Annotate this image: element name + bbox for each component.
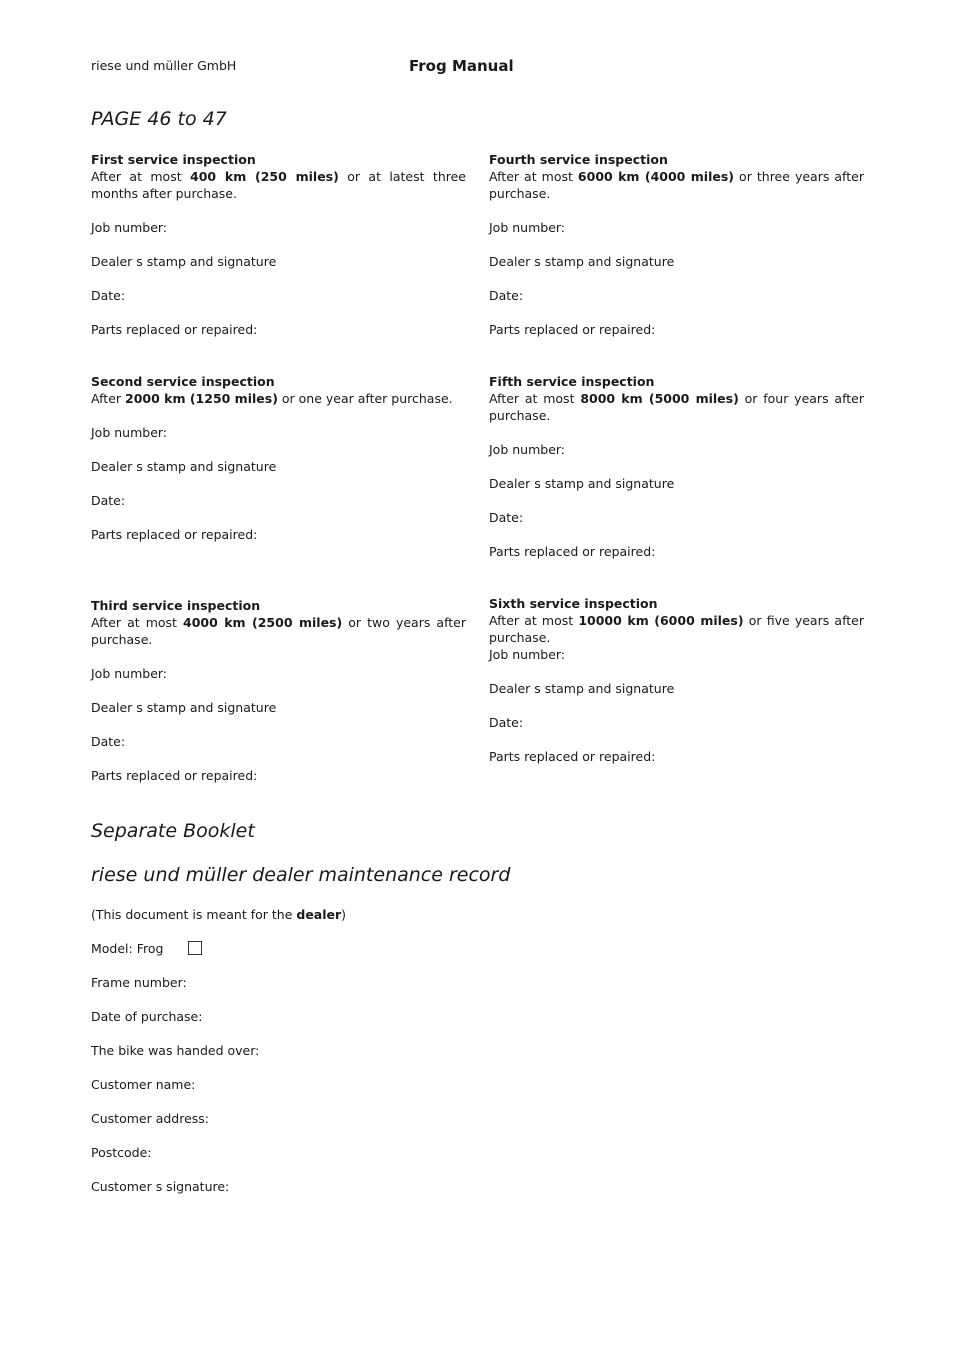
job-number-field: Job number: [91,425,168,440]
inspection-description: After at most 4000 km (2500 miles) or two years after purchase. [91,615,466,647]
date-field: Date: [489,715,524,730]
parts-field: Parts replaced or repaired: [489,544,656,559]
dealer-stamp-field: Dealer s stamp and signature [489,254,675,269]
model-row [91,940,346,974]
parts-field: Parts replaced or repaired: [91,768,258,783]
fifth-inspection-block [489,373,864,560]
parts-field: Parts replaced or repaired: [91,322,258,337]
inspection-title: First service inspection [91,152,256,167]
parts-field: Parts replaced or repaired: [489,322,656,337]
date-field: Date: [91,493,126,508]
page-reference: PAGE 46 to 47 [91,108,227,130]
job-number-field: Job number: [91,666,168,681]
inspection-description: After at most 8000 km (5000 miles) or four years after purchase. [489,391,864,423]
dealer-stamp-field: Dealer s stamp and signature [489,681,675,696]
inspection-title: Fourth service inspection [489,152,668,167]
customer-address-field: Customer address: [91,1111,210,1126]
booklet-heading: Separate Booklet [91,820,255,842]
inspection-title: Second service inspection [91,374,275,389]
record-heading: riese und müller dealer maintenance record [91,864,511,886]
parts-field: Parts replaced or repaired: [91,527,258,542]
date-field: Date: [489,510,524,525]
date-field: Date: [91,288,126,303]
first-inspection-block [91,151,466,338]
inspection-description: After at most 10000 km (6000 miles) or five years after purchase. [489,613,864,645]
inspection-title: Third service inspection [91,598,261,613]
manual-title: Frog Manual [409,57,514,75]
inspection-title: Sixth service inspection [489,596,658,611]
dealer-stamp-field: Dealer s stamp and signature [91,254,277,269]
maintenance-record-form [91,906,346,1212]
job-number-field: Job number: [489,442,566,457]
dealer-stamp-field: Dealer s stamp and signature [489,476,675,491]
inspection-title: Fifth service inspection [489,374,655,389]
sixth-inspection-block [489,595,864,765]
parts-field: Parts replaced or repaired: [489,749,656,764]
inspection-description: After 2000 km (1250 miles) or one year after purchase. [91,391,453,406]
job-number-field: Job number: [489,647,566,662]
dealer-note: (This document is meant for the dealer) [91,907,347,922]
customer-name-field: Customer name: [91,1077,196,1092]
date-field: Date: [489,288,524,303]
inspection-description: After at most 6000 km (4000 miles) or three years after purchase. [489,169,864,201]
inspection-description: After at most 400 km (250 miles) or at latest three months after purchase. [91,169,466,201]
model-frog-checkbox[interactable] [188,941,202,955]
frame-number-field: Frame number: [91,975,187,990]
postcode-field: Postcode: [91,1145,152,1160]
company-name: riese und müller GmbH [91,58,237,73]
job-number-field: Job number: [91,220,168,235]
second-inspection-block [91,373,466,543]
model-label: Model: Frog [91,941,164,956]
handed-over-field: The bike was handed over: [91,1043,260,1058]
job-number-field: Job number: [489,220,566,235]
date-field: Date: [91,734,126,749]
customer-signature-field: Customer s signature: [91,1179,230,1194]
fourth-inspection-block [489,151,864,338]
date-of-purchase-field: Date of purchase: [91,1009,203,1024]
third-inspection-block [91,597,466,784]
dealer-stamp-field: Dealer s stamp and signature [91,459,277,474]
dealer-stamp-field: Dealer s stamp and signature [91,700,277,715]
